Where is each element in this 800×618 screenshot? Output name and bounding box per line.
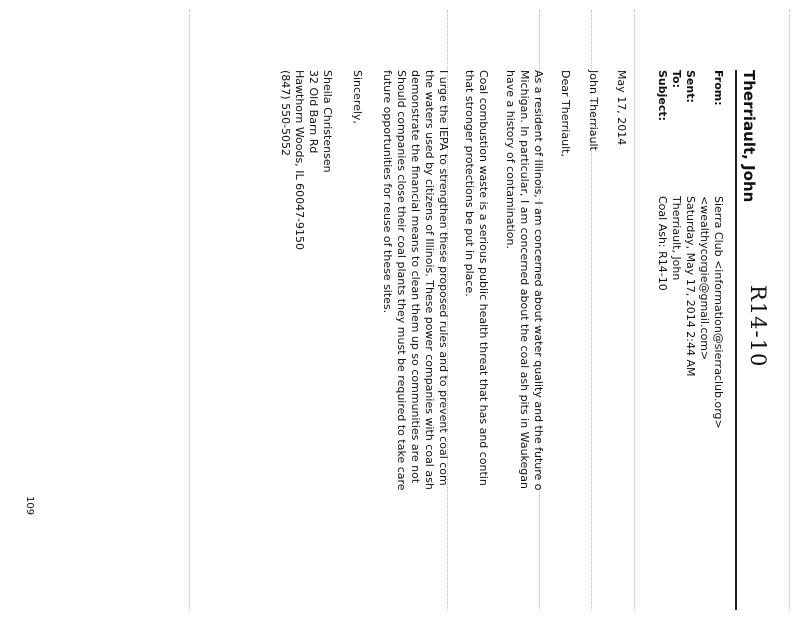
from-label: From: <box>712 70 725 106</box>
para2-line: that stronger protections be put in place. <box>463 70 476 297</box>
document-code: R14-10 <box>746 285 770 368</box>
recipient-line: John Therriault <box>587 70 600 151</box>
para3-line: I urge the IEPA to strengthen these proposed rules and to prevent coal com <box>437 70 450 486</box>
scan-noise <box>189 10 190 610</box>
sent-value: Saturday, May 17, 2014 2:44 AM <box>684 196 697 377</box>
para1-line: have a history of contamination. <box>504 70 517 250</box>
para3-line: Should companies close their coal plants they must be required to take care <box>395 70 408 491</box>
scan-noise <box>634 10 635 610</box>
from-email-value: <wealthycorgie@gmail.com> <box>698 196 711 361</box>
para3-line: demonstrate the financial means to clean them up so communities are not <box>409 70 422 484</box>
subject-label: Subject: <box>656 70 669 122</box>
from-value: Sierra Club <information@sierraclub.org> <box>712 196 725 429</box>
signature-name: Sheila Christensen <box>321 70 334 173</box>
header-rule <box>735 70 737 610</box>
para1-line: As a resident of Illinois, I am concerned about water quality and the future o <box>532 70 545 491</box>
para2-line: Coal combustion waste is a serious public health threat that has and contin <box>477 70 490 486</box>
para3-line: future opportunities for reuse of these sites. <box>381 70 394 314</box>
signature-phone: (847) 550-5052 <box>279 70 292 157</box>
para1-line: Michigan. In particular, I am concerned about the coal ash pits in Waukegan <box>518 70 531 489</box>
page-number: 109 <box>24 496 35 516</box>
subject-value: Coal Ash: R14-10 <box>656 196 669 291</box>
signature-city: Hawthorn Woods, IL 60047-9150 <box>293 70 306 251</box>
letter-date: May 17, 2014 <box>615 70 628 146</box>
salutation: Dear Therriault, <box>559 70 572 157</box>
to-label: To: <box>670 70 683 88</box>
closing: Sincerely, <box>351 70 364 124</box>
signature-street: 32 Old Barn Rd <box>307 70 320 154</box>
sender-name: Therriault, John <box>740 70 758 203</box>
to-value: Therriault, John <box>670 196 683 281</box>
para3-line: the waters used by citizens of Illinois. These power companies with coal ash <box>423 70 436 490</box>
sent-label: Sent: <box>684 70 697 103</box>
scan-noise <box>789 10 790 610</box>
